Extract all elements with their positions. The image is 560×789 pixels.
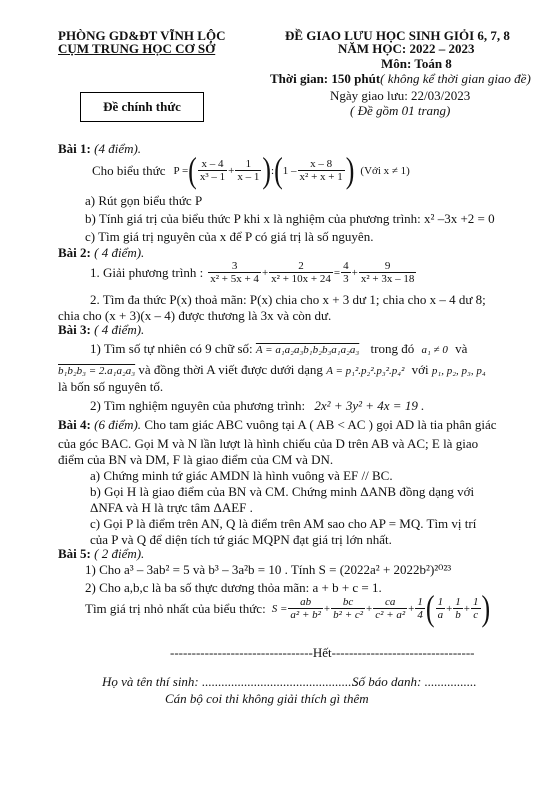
bai1-frac1: $\frac{x - 4}{\text{x³ – 1}}$: [199, 158, 226, 183]
candidate-name-line: Họ và tên thí sinh: ................................................: [102, 674, 359, 689]
bai1-points: (4 điểm).: [94, 141, 142, 156]
bai1-frac2: $\frac{1}{x - 1}$: [237, 158, 260, 183]
bai3-p1-primes: p₁, p₂, p₃, p₄: [431, 365, 486, 377]
bai1-part-a: a) Rút gọn biểu thức P: [85, 193, 203, 208]
bai1-P: P =: [173, 164, 189, 177]
bai4-part-b-line2: ΔNFA và H là trực tâm ΔAEF .: [90, 500, 253, 515]
bai3-p2-intro: 2) Tìm nghiệm nguyên của phương trình:: [90, 398, 306, 413]
bai4-line3: điểm của BN và DM, F là giao điểm của CM và DN.: [58, 452, 334, 467]
official-stamp: [80, 92, 204, 122]
bai4-line1-text: Cho tam giác ABC vuông tại A ( AB < AC ) gọi AD là tia phân giác: [144, 417, 497, 432]
bai1-expr-intro: Cho biểu thức: [92, 162, 166, 178]
time-line: [270, 71, 531, 87]
bai5-frac7: $\frac{1}{c}$: [473, 596, 479, 621]
bai5-frac6: $\frac{1}{b}$: [455, 596, 461, 621]
bai3-p1-with: với: [411, 362, 429, 377]
bai5-points: ( 2 điểm).: [94, 546, 145, 561]
bai5-part1: 1) Cho a³ – 3ab² = 5 và b³ – 3a²b = 10 . Tính S = (2022a² + 2022b²)²⁰²³: [85, 562, 452, 577]
time-label: Thời gian: 150 phút: [270, 71, 381, 86]
bai1-expression: Cho biểu thức P = ( $\frac{x - 4}{\text{x³ – 1}}$ + $\frac{1}{x - 1}$ ) : ( 1 – $\frac{x - 8}{\text{x² + x + 1}}$ ) (Với x ≠ 1): [92, 149, 410, 191]
bai2-equation: 1. Giải phương trình : $\frac{3}{\text{x² + 5x + 4}}$ + $\frac{2}{\text{x² + 10x + 24}}$ = $\frac{4}{3}$ + $\frac{9}{\text{x² + 3x – 18}}$: [90, 260, 415, 285]
bai1-part-b: b) Tính giá trị của biểu thức P khi x là nghiệm của phương trình: x² –3x +2 = 0: [85, 211, 495, 226]
bai3-p1-text: 1) Tìm số tự nhiên có 9 chữ số:: [90, 341, 253, 356]
bai4-title: Bài 4:: [58, 417, 91, 432]
bai2-heading: [58, 245, 144, 261]
bai4-points: (6 điểm).: [94, 417, 142, 432]
subject: Môn: Toán 8: [381, 56, 452, 71]
bai3-p2-equation: 2x² + 3y² + 4x = 19 .: [314, 398, 425, 413]
bai3-p1-and: và: [455, 341, 468, 356]
bai4-part-b-line1: b) Gọi H là giao điểm của BN và CM. Chứng minh ΔANB đồng dạng với: [90, 484, 475, 499]
proctor-note: Cán bộ coi thi không giải thích gì thêm: [165, 691, 369, 706]
official-label: Đề chính thức: [103, 99, 181, 114]
bai4-part-c-line2: của P và Q để diện tích tứ giác MQPN đạt giá trị lớn nhất.: [90, 532, 392, 547]
bai4-line1: [58, 417, 496, 433]
bai3-part1-line3: là bốn số nguyên tố.: [58, 379, 164, 394]
bai1-part-c: c) Tìm giá trị nguyên của x để P có giá trị là số nguyên.: [85, 229, 374, 244]
bai5-frac2: $\frac{bc}{\text{b² + c²}}$: [333, 596, 364, 621]
bai3-heading: [58, 322, 144, 338]
bai2-frac1: $\frac{3}{\text{x² + 5x + 4}}$: [210, 260, 259, 285]
bai2-frac4: $\frac{9}{\text{x² + 3x – 18}}$: [360, 260, 415, 285]
bai3-part1-line2: [58, 362, 486, 378]
bai2-part2-line1: 2. Tìm đa thức P(x) thoả mãn: P(x) chia cho x + 3 dư 1; chia cho x – 4 dư 8;: [90, 292, 486, 307]
bai5-heading: [58, 546, 144, 562]
bai3-b-relation: b₁b₂b₃ = 2.a₁a₂a₃: [58, 365, 136, 377]
bai2-p1-intro: 1. Giải phương trình :: [90, 264, 204, 280]
bai5-p3-intro: Tìm giá trị nhỏ nhất của biểu thức:: [85, 600, 266, 616]
bai5-expression: Tìm giá trị nhỏ nhất của biểu thức: S = $\frac{ab}{\text{a² + b²}}$ + $\frac{bc}{\text{b² + c²}}$ + $\frac{ca}{\text{c² + a²}}$ + $\frac{1}{4}$ ( $\frac{1}{a}$ + $\frac{1}{b}$ + $\frac{1}{c}$ ): [85, 587, 491, 629]
bai5-frac3: $\frac{ca}{\text{c² + a²}}$: [375, 596, 406, 621]
exam-date: Ngày giao lưu: 22/03/2023: [330, 88, 471, 103]
bai3-part2: [90, 398, 424, 414]
bai4-line2: của góc BAC. Gọi M và N lần lượt là hình chiếu của D trên AB và AC; E là giao: [58, 436, 479, 451]
bai5-frac1: $\frac{ab}{\text{a² + b²}}$: [290, 596, 321, 621]
bai3-p1-form-text: và đồng thời A viết được dưới dạng: [138, 362, 323, 377]
bai4-part-a: a) Chứng minh tứ giác AMDN là hình vuông và EF // BC.: [90, 468, 393, 483]
bai5-title: Bài 5:: [58, 546, 91, 561]
bai5-frac4: $\frac{1}{4}$: [417, 596, 423, 621]
bai2-frac3: $\frac{4}{3}$: [343, 260, 349, 285]
school-year: NĂM HỌC: 2022 – 2023: [338, 41, 475, 56]
bai3-part1-line1: [90, 341, 467, 357]
page-count: ( Đề gồm 01 trang): [350, 103, 451, 118]
bai5-frac5: $\frac{1}{a}$: [437, 596, 444, 621]
time-note: ( không kể thời gian giao đề): [380, 71, 531, 86]
bai4-part-c-line1: c) Gọi P là điểm trên AN, Q là điểm trên AM sao cho AP = MQ. Tìm vị trí: [90, 516, 477, 531]
bai1-title: Bài 1:: [58, 141, 91, 156]
bai3-p1-cond: a₁ ≠ 0: [421, 344, 448, 356]
candidate-number-line: Số báo danh: ................: [352, 674, 477, 689]
bai3-title: Bài 3:: [58, 322, 91, 337]
bai3-points: ( 4 điểm).: [94, 322, 145, 337]
bai5-S: S =: [271, 602, 288, 615]
bai3-number-A: A = a₁a₂a₃b₁b₂b₃a₁a₂a₃: [255, 344, 360, 356]
bai2-title: Bài 2:: [58, 245, 91, 260]
cluster-name: CỤM TRUNG HỌC CƠ SỞ: [58, 41, 216, 56]
bai1-frac3: $\frac{x - 8}{\text{x² + x + 1}}$: [299, 158, 343, 183]
bai1-condition: (Với x ≠ 1): [360, 164, 410, 177]
bai3-p1-where: trong đó: [370, 341, 415, 356]
exam-title: ĐỀ GIAO LƯU HỌC SINH GIỎI 6, 7, 8: [285, 28, 510, 43]
dept-name: PHÒNG GD&ĐT VĨNH LỘC: [58, 28, 226, 43]
bai2-part2-line2: chia cho (x + 3)(x – 4) được thương là 3x và còn dư.: [58, 308, 332, 323]
bai1-heading: [58, 141, 141, 157]
bai3-p1-form: A = p₁².p₂².p₃².p₄²: [326, 365, 405, 377]
end-marker: ---------------------------------Hết---------------------------------: [170, 645, 475, 660]
bai5-part2: 2) Cho a,b,c là ba số thực dương thỏa mãn: a + b + c = 1.: [85, 580, 382, 595]
bai2-points: ( 4 điểm).: [94, 245, 145, 260]
bai2-frac2: $\frac{2}{\text{x² + 10x + 24}}$: [271, 260, 331, 285]
